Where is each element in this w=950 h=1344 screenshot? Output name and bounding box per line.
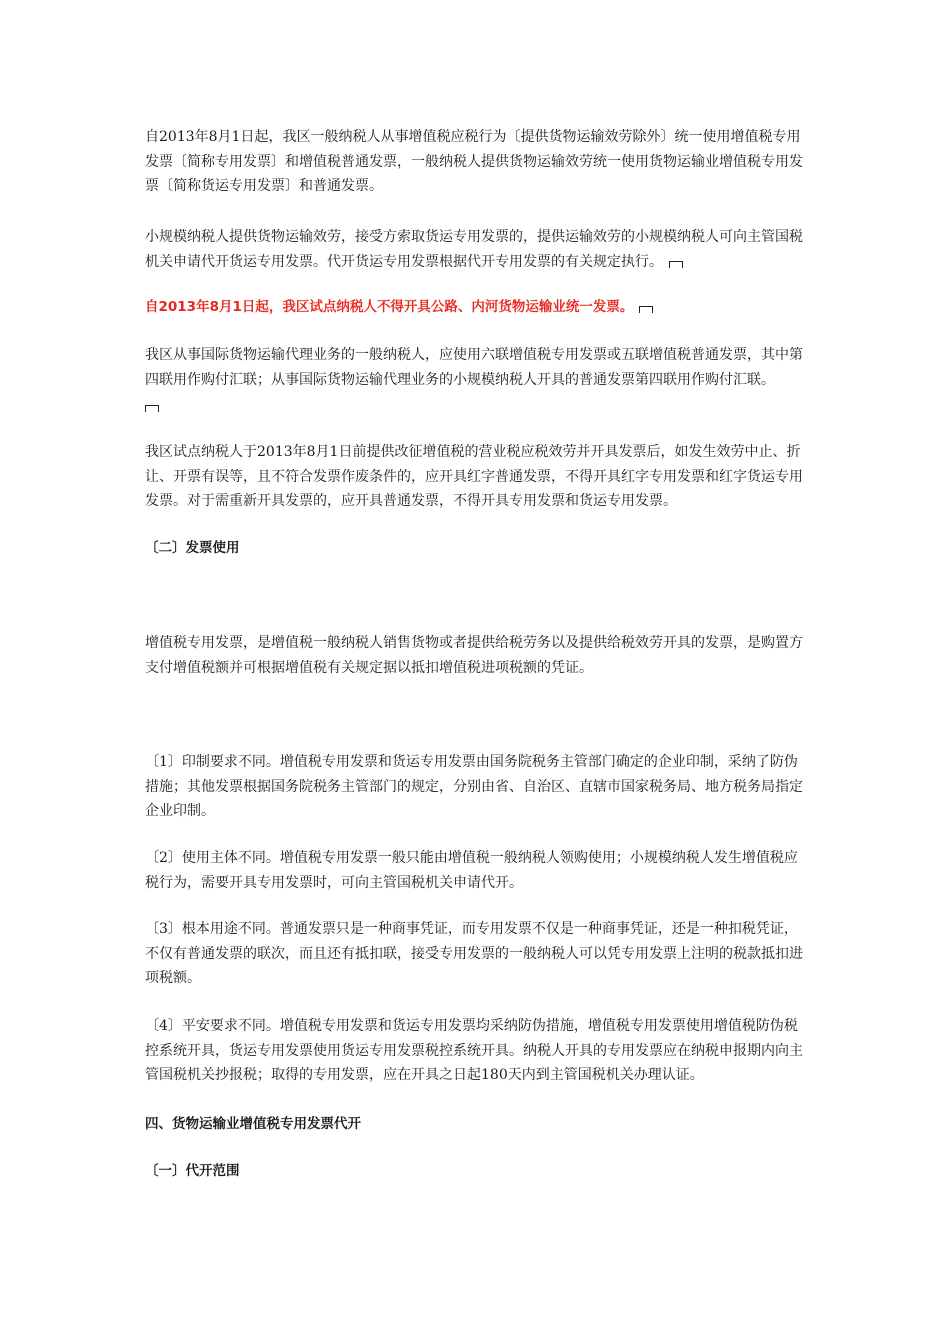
paragraph-red-notice: [145, 295, 810, 320]
paragraph-red-invoice: [145, 440, 810, 514]
paragraph-text: 〔2〕使用主体不同。增值税专用发票一般只能由增值税一般纳税人领购使用；小规模纳税人发生增值税应税行为，需要开具专用发票时，可向主管国税机关申请代开。: [145, 850, 798, 891]
heading-text: 〔二〕发票使用: [145, 540, 240, 556]
heading-text: 〔一〕代开范围: [145, 1163, 240, 1179]
paragraph-text: 我区试点纳税人于2013年8月1日前提供改征增值税的营业税应税效劳并开具发票后，如发生效劳中止、折让、开票有误等，且不符合发票作废条件的，应开具红字普通发票，不得开具红字专用发票和红字货运专用发票。对于需重新开具发票的，应开具普通发票，不得开具专用发票和货运专用发票。: [145, 444, 803, 509]
list-item-usage-subject: [145, 846, 810, 895]
paragraph-small-scale-taxpayer: [145, 225, 810, 274]
section-heading-invoice-use: [145, 536, 810, 561]
section-heading-freight-invoice-agency: [145, 1112, 810, 1137]
paragraph-text: 〔1〕印制要求不同。增值税专用发票和货运专用发票由国务院税务主管部门确定的企业印制，采纳了防伪措施；其他发票根据国务院税务主管部门的规定，分别由省、自治区、直辖市国家税务局、地方税务局指定企业印制。: [145, 754, 803, 819]
paragraph-text: 增值税专用发票，是增值税一般纳税人销售货物或者提供给税劳务以及提供给税效劳开具的发票，是购置方支付增值税额并可根据增值税有关规定据以抵扣增值税进项税额的凭证。: [145, 635, 803, 676]
paragraph-international-freight: [145, 343, 810, 392]
heading-text: 四、货物运输业增值税专用发票代开: [145, 1116, 361, 1132]
paragraph-text: 〔3〕根本用途不同。普通发票只是一种商事凭证，而专用发票不仅是一种商事凭证，还是一种扣税凭证，不仅有普通发票的联次，而且还有抵扣联，接受专用发票的一般纳税人可以凭专用发票上注明的税款抵扣进项税额。: [145, 921, 803, 986]
paragraph-vat-special-invoice-definition: [145, 631, 810, 680]
paragraph-text: 自2013年8月1日起，我区一般纳税人从事增值税应税行为〔提供货物运输效劳除外〕统一使用增值税专用发票〔简称专用发票〕和增值税普通发票，一般纳税人提供货物运输效劳统一使用货物运输业增值税专用发票〔简称货运专用发票〕和普通发票。: [145, 129, 803, 194]
subsection-heading-agency-scope: [145, 1159, 810, 1184]
list-item-security-requirements: [145, 1014, 810, 1088]
list-item-printing-requirements: [145, 750, 810, 824]
footnote-mark-icon: [145, 405, 159, 412]
paragraph-text: 自2013年8月1日起，我区试点纳税人不得开具公路、内河货物运输业统一发票。: [145, 299, 634, 315]
list-item-fundamental-purpose: [145, 917, 810, 991]
paragraph-text: 〔4〕平安要求不同。增值税专用发票和货运专用发票均采纳防伪措施，增值税专用发票使用增值税防伪税控系统开具，货运专用发票使用货运专用发票税控系统开具。纳税人开具的专用发票应在纳税申报期内向主管国税机关抄报税；取得的专用发票，应在开具之日起180天内到主管国税机关办理认证。: [145, 1018, 803, 1083]
paragraph-text: 我区从事国际货物运输代理业务的一般纳税人，应使用六联增值税专用发票或五联增值税普通发票，其中第四联用作购付汇联；从事国际货物运输代理业务的小规模纳税人开具的普通发票第四联用作购付汇联。: [145, 347, 803, 388]
footnote-mark-icon: [669, 261, 683, 268]
footnote-mark-icon: [639, 306, 653, 313]
paragraph-text: 小规模纳税人提供货物运输效劳，接受方索取货运专用发票的，提供运输效劳的小规模纳税人可向主管国税机关申请代开货运专用发票。代开货运专用发票根据代开专用发票的有关规定执行。: [145, 229, 803, 270]
paragraph-invoice-usage-2013: [145, 125, 810, 199]
